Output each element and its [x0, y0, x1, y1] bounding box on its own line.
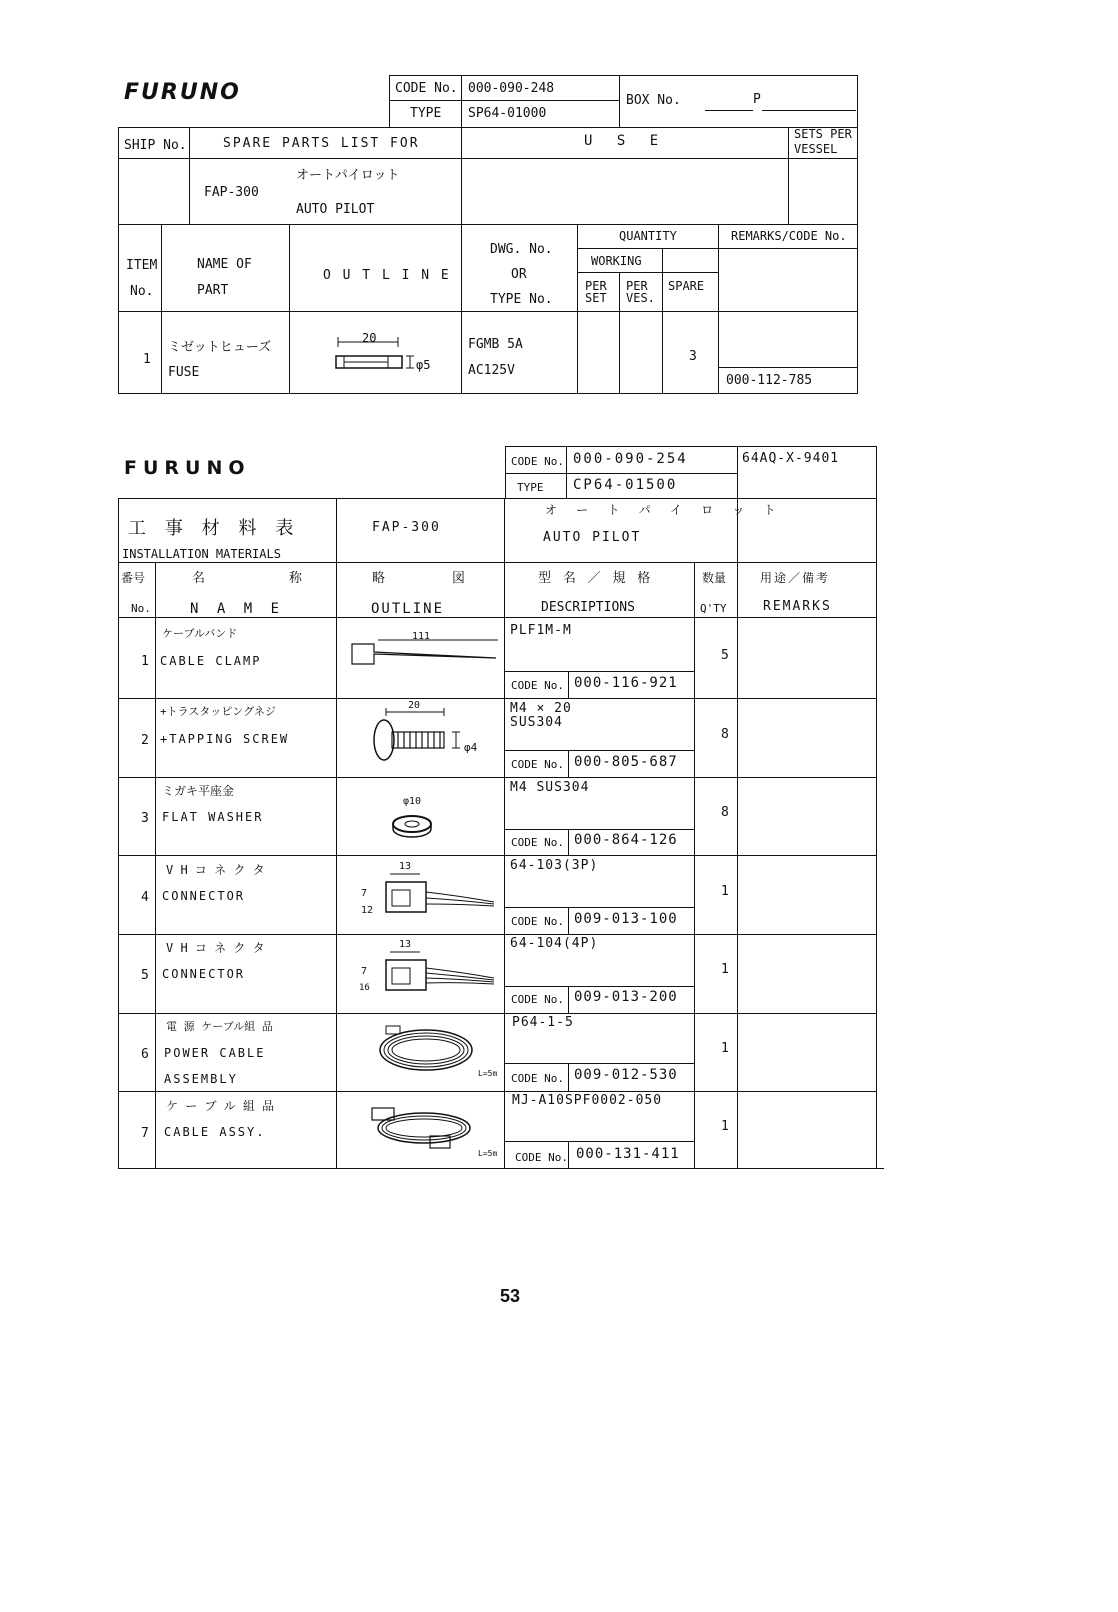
- row-qty: 1: [721, 884, 729, 899]
- t2-type-value: CP64-01500: [573, 477, 678, 493]
- t2-hdr-remarks-en: REMARKS: [763, 599, 832, 614]
- t2-product-en: AUTO PILOT: [543, 530, 642, 545]
- t2-hdr-name-en: N A M E: [190, 601, 285, 617]
- fuse-dim-dia: φ5: [416, 358, 431, 372]
- row-item: 1: [143, 352, 151, 367]
- row-dim: φ10: [403, 796, 422, 807]
- hdr-dwg-3: TYPE No.: [490, 292, 553, 307]
- hdr-per-ves-1: PER: [626, 279, 648, 293]
- t2-hdr-outline-en: OUTLINE: [371, 601, 445, 617]
- sets-label-1: SETS PER: [794, 127, 852, 141]
- row-dim3: 16: [359, 983, 370, 993]
- row-name-en: POWER CABLE: [164, 1046, 266, 1060]
- row-name-jp: V H コ ネ ク タ: [166, 863, 265, 877]
- row-code: 009-013-100: [574, 911, 678, 927]
- fuse-dim-length: 20: [362, 331, 377, 345]
- row-dim2: 7: [361, 888, 368, 899]
- row-code: 000-116-921: [574, 675, 678, 691]
- row-code: 000-864-126: [574, 832, 678, 848]
- row-qty: 8: [721, 805, 729, 820]
- row-dim2: 7: [361, 966, 368, 977]
- t2-hdr-remarks-jp: 用途／備考: [760, 571, 831, 585]
- type-label: TYPE: [410, 106, 442, 121]
- t2-product-jp: オ ー ト パ イ ロ ッ ト: [545, 503, 782, 517]
- t2-hdr-name-jp-2: 称: [289, 571, 303, 586]
- furuno-logo-2: FURUNO: [124, 457, 251, 479]
- row-qty: 5: [721, 648, 729, 663]
- cable-assy-outline: [368, 1100, 488, 1155]
- t2-type-label: TYPE: [517, 481, 544, 494]
- t2-title-en: INSTALLATION MATERIALS: [122, 547, 281, 561]
- row-desc2: SUS304: [510, 715, 563, 730]
- hdr-item-2: No.: [130, 284, 154, 299]
- row-dim: L=5m: [478, 1069, 498, 1078]
- row-dim: 111: [412, 631, 431, 642]
- row-name-jp: V H コ ネ ク タ: [166, 941, 265, 955]
- page-number: 53: [500, 1286, 521, 1306]
- row-code-label: CODE No.: [511, 758, 564, 771]
- hdr-per-set-1: PER: [585, 279, 607, 293]
- ship-label: SHIP No.: [124, 138, 187, 153]
- code-label: CODE No.: [395, 81, 458, 96]
- hdr-remarks: REMARKS/CODE No.: [731, 229, 847, 243]
- row-dim: 13: [399, 939, 412, 950]
- t2-hdr-desc-en: DESCRIPTIONS: [541, 600, 635, 615]
- furuno-logo: FURUNO: [124, 80, 241, 105]
- box-label: BOX No.: [626, 93, 681, 108]
- t2-title-jp: 工 事 材 料 表: [128, 518, 298, 539]
- row-code: 000-112-785: [726, 373, 813, 388]
- hdr-dwg-2: OR: [511, 267, 527, 282]
- row-name-en: FUSE: [168, 365, 200, 380]
- row-desc: P64-1-5: [512, 1015, 574, 1030]
- t2-ref: 64AQ-X-9401: [742, 451, 840, 466]
- row-no: 4: [141, 890, 149, 905]
- hdr-dwg-1: DWG. No.: [490, 242, 553, 257]
- hdr-working: WORKING: [591, 254, 642, 268]
- row-no: 3: [141, 811, 149, 826]
- row-desc: 64-103(3P): [510, 858, 599, 873]
- title-en: AUTO PILOT: [296, 202, 375, 217]
- t2-hdr-qty-jp: 数量: [702, 571, 727, 585]
- row-code-label: CODE No.: [511, 836, 564, 849]
- type-value: SP64-01000: [468, 106, 547, 121]
- t2-hdr-name-jp-1: 名: [192, 571, 206, 586]
- t2-hdr-outline-jp-2: 図: [452, 571, 466, 586]
- hdr-name-1: NAME OF: [197, 257, 252, 272]
- row-spare: 3: [689, 349, 697, 364]
- row-name-en: CABLE CLAMP: [160, 654, 262, 668]
- row-code-label: CODE No.: [511, 679, 564, 692]
- row-name-jp: ケ ー ブ ル 組 品: [166, 1099, 275, 1113]
- tapping-screw-outline: [368, 700, 488, 770]
- row-code-label: CODE No.: [511, 915, 564, 928]
- box-value: P: [753, 92, 761, 107]
- row-desc: MJ-A10SPF0002-050: [512, 1093, 663, 1108]
- t2-hdr-qty-en: Q'TY: [700, 602, 727, 615]
- row-desc: 64-104(4P): [510, 936, 599, 951]
- spare-parts-label: SPARE PARTS LIST FOR: [223, 136, 420, 151]
- row-code-label: CODE No.: [511, 993, 564, 1006]
- row-qty: 1: [721, 1119, 729, 1134]
- row-qty: 1: [721, 1041, 729, 1056]
- row-desc: PLF1M-M: [510, 623, 572, 638]
- row-no: 5: [141, 968, 149, 983]
- code-value: 000-090-248: [468, 81, 555, 96]
- t2-code-value: 000-090-254: [573, 451, 688, 467]
- row-qty: 1: [721, 962, 729, 977]
- title-jp: オートパイロット: [296, 168, 400, 183]
- row-desc: M4 × 20: [510, 701, 572, 716]
- use-label: U S E: [584, 133, 667, 149]
- row-no: 7: [141, 1126, 149, 1141]
- row-dim: 20: [408, 700, 421, 711]
- t2-hdr-no-en: No.: [131, 602, 151, 615]
- row-name-en: CABLE ASSY.: [164, 1125, 266, 1139]
- hdr-per-set-2: SET: [585, 291, 607, 305]
- row-name-jp: ケーブルバンド: [162, 627, 238, 640]
- row-name-en2: ASSEMBLY: [164, 1072, 238, 1086]
- row-type-2: AC125V: [468, 363, 515, 378]
- hdr-item-1: ITEM: [126, 258, 158, 273]
- row-code: 009-013-200: [574, 989, 678, 1005]
- row-no: 1: [141, 654, 149, 669]
- row-dim: 13: [399, 861, 412, 872]
- row-name-jp: +トラスタッピングネジ: [160, 705, 276, 718]
- row-name-jp: ミガキ平座金: [162, 784, 235, 798]
- row-dim3: 12: [361, 905, 374, 916]
- t2-hdr-no-jp: 番号: [121, 571, 146, 585]
- hdr-name-2: PART: [197, 283, 229, 298]
- t2-hdr-desc-jp: 型 名 ／ 規 格: [538, 571, 653, 586]
- row-type-1: FGMB 5A: [468, 337, 523, 352]
- row-code-label: CODE No.: [511, 1072, 564, 1085]
- hdr-outline: O U T L I N E: [323, 268, 451, 283]
- row-name-en: CONNECTOR: [162, 967, 246, 981]
- row-code: 009-012-530: [574, 1067, 678, 1083]
- hdr-quantity: QUANTITY: [619, 229, 677, 243]
- row-name-jp: ミゼットヒューズ: [168, 340, 272, 355]
- row-no: 2: [141, 733, 149, 748]
- hdr-per-ves-2: VES.: [626, 291, 655, 305]
- row-name-en: FLAT WASHER: [162, 810, 264, 824]
- t2-model: FAP-300: [372, 520, 441, 535]
- row-name-en: CONNECTOR: [162, 889, 246, 903]
- flat-washer-outline: [390, 810, 440, 840]
- sets-label-2: VESSEL: [794, 142, 838, 156]
- hdr-spare: SPARE: [668, 279, 705, 293]
- row-dim: L=5m: [478, 1149, 498, 1158]
- row-no: 6: [141, 1047, 149, 1062]
- row-qty: 8: [721, 727, 729, 742]
- row-name-en: +TAPPING SCREW: [160, 732, 290, 746]
- row-code: 000-805-687: [574, 754, 678, 770]
- row-desc: M4 SUS304: [510, 780, 590, 795]
- connector-4p-outline: [360, 940, 500, 1000]
- t2-hdr-outline-jp-1: 略: [372, 571, 386, 586]
- connector-3p-outline: [360, 862, 500, 922]
- row-name-jp: 電 源 ケーブル組 品: [166, 1020, 273, 1033]
- row-code-label: CODE No.: [515, 1151, 568, 1164]
- power-cable-outline: [376, 1022, 486, 1077]
- t2-code-label: CODE No.: [511, 455, 564, 468]
- row-code: 000-131-411: [576, 1146, 680, 1162]
- model: FAP-300: [204, 185, 259, 200]
- row-dim2: φ4: [464, 741, 478, 754]
